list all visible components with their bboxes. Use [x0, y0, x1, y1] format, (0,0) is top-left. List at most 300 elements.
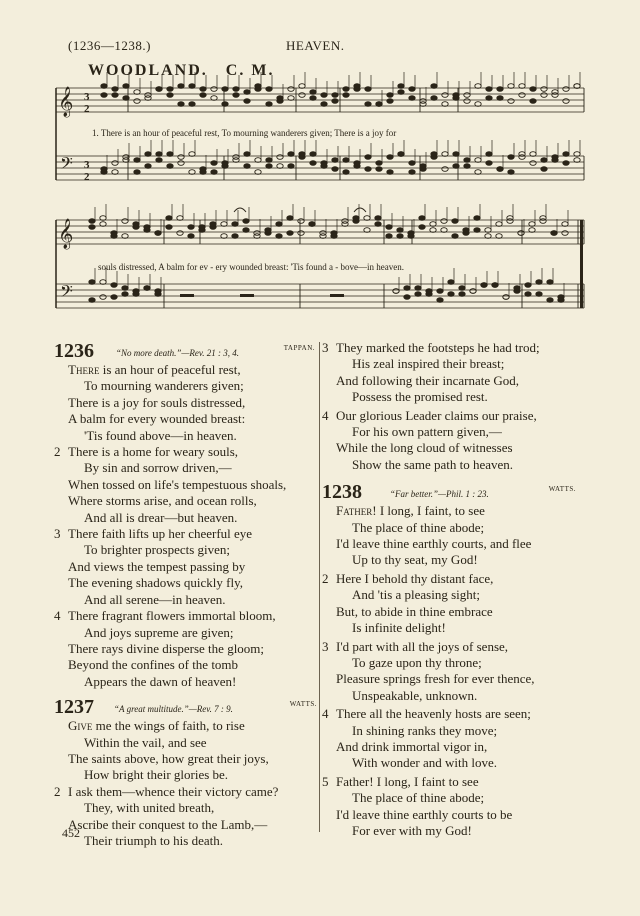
stanza-number: 2: [54, 444, 61, 460]
note-head: [211, 170, 217, 175]
note-head: [353, 219, 359, 224]
note-head: [111, 283, 117, 288]
stanza-line: And drink immortal vigor in,: [336, 738, 488, 754]
note-head: [514, 286, 520, 291]
stanza-1236-1: [54, 362, 319, 444]
stanza-1236-2: [54, 444, 319, 526]
stanza-1238-4: [322, 706, 578, 772]
scripture-reference: “No more death.”—Rev. 21 : 3, 4.: [116, 348, 239, 358]
note-head: [431, 84, 437, 89]
stanza-1236-3: [54, 526, 319, 608]
stanza-line: They marked the footsteps he had trod;: [336, 340, 540, 355]
tune-meter: C. M.: [225, 62, 275, 79]
note-head: [112, 87, 118, 92]
note-head: [277, 155, 283, 160]
note-head: [386, 225, 392, 230]
hymn-1236-header: [54, 340, 319, 362]
note-head: [547, 280, 553, 285]
note-head: [409, 96, 415, 101]
note-head: [459, 286, 465, 291]
note-head: [541, 93, 547, 98]
stanza-line: I'd leave thine earthly courts to be: [336, 806, 513, 822]
stanza-line: The saints above, how great their joys,: [68, 750, 269, 766]
note-head: [155, 292, 161, 297]
stanza-line: They, with united breath,: [84, 800, 215, 816]
author: WATTS.: [548, 485, 576, 494]
note-head: [464, 158, 470, 163]
note-head: [266, 87, 272, 92]
note-head: [332, 99, 338, 104]
stanza-1237-4: [322, 408, 578, 474]
note-head: [222, 87, 228, 92]
note-head: [486, 161, 492, 166]
note-head: [343, 93, 349, 98]
stanza-lead-word: Give: [68, 718, 93, 734]
note-head: [448, 280, 454, 285]
note-head: [441, 219, 447, 224]
note-head: [244, 99, 250, 104]
stanza-line: And following their incarnate God,: [336, 372, 520, 388]
scripture-reference: “A great multitude.”—Rev. 7 : 9.: [114, 704, 233, 715]
note-head: [419, 225, 425, 230]
note-head: [178, 155, 184, 160]
stanza-line: me the wings of faith, to rise: [92, 718, 245, 734]
note-head: [332, 158, 338, 163]
note-head: [232, 234, 238, 239]
stanza-1238-5: [322, 774, 578, 840]
note-head: [211, 87, 217, 92]
page-range: (1236—1238.): [68, 38, 151, 53]
note-head: [365, 87, 371, 92]
stanza-line: Unspeakable, unknown.: [352, 687, 478, 703]
stanza-line: There rays divine disperse the gloom;: [68, 640, 265, 656]
tune-name-text: WOODLAND.: [88, 62, 208, 79]
note-head: [464, 164, 470, 169]
stanza-line: ! I long, I faint, to see: [372, 503, 485, 519]
stanza-number: 4: [322, 706, 329, 722]
note-head: [243, 219, 249, 224]
note-head: [426, 292, 432, 297]
stanza-number: 5: [322, 773, 329, 789]
note-head: [134, 170, 140, 175]
note-head: [343, 170, 349, 175]
note-head: [321, 93, 327, 98]
time-signature-top: 3: [84, 91, 90, 103]
note-head: [167, 87, 173, 92]
note-head: [122, 286, 128, 291]
note-head: [178, 102, 184, 107]
note-head: [112, 93, 118, 98]
note-head: [188, 225, 194, 230]
note-head: [354, 84, 360, 89]
note-head: [277, 99, 283, 104]
note-head: [486, 152, 492, 157]
note-head: [276, 234, 282, 239]
stanza-line: For ever with my God!: [352, 822, 472, 838]
time-signature-top: 3: [84, 159, 90, 171]
stanza-line: For his own pattern given,—: [352, 424, 502, 440]
note-head: [111, 234, 117, 239]
note-head: [536, 292, 542, 297]
stanza-line: Show the same path to heaven.: [352, 456, 514, 472]
stanza-number: 3: [54, 526, 61, 542]
note-head: [156, 152, 162, 157]
note-head: [332, 93, 338, 98]
note-head: [166, 216, 172, 221]
note-head: [393, 289, 399, 294]
note-head: [409, 170, 415, 175]
note-head: [452, 234, 458, 239]
note-head: [156, 158, 162, 163]
stanza-line: Up to thy seat, my God!: [352, 552, 478, 568]
note-head: [321, 102, 327, 107]
stanza-line: By sin and sorrow driven,—: [84, 460, 232, 476]
stanza-line: Our glorious Leader claims our praise,: [336, 407, 537, 423]
note-head: [563, 152, 569, 157]
stanza-number: 3: [322, 340, 329, 355]
stanza-line: A balm for every wounded breast:: [68, 411, 246, 427]
note-head: [122, 219, 128, 224]
note-head: [437, 298, 443, 303]
stanza-line: I'd leave thine earthly courts, and flee: [336, 536, 532, 552]
note-head: [244, 164, 250, 169]
note-head: [288, 164, 294, 169]
note-head: [144, 228, 150, 233]
hymn-number: 1238: [322, 481, 362, 504]
stanza-number: 4: [322, 407, 329, 423]
note-head: [519, 155, 525, 160]
note-head: [145, 152, 151, 157]
note-head: [167, 164, 173, 169]
note-head: [343, 158, 349, 163]
note-head: [419, 216, 425, 221]
stanza-1236-4: [54, 608, 319, 690]
note-head: [541, 87, 547, 92]
note-head: [254, 231, 260, 236]
fermata-icon: [234, 208, 246, 212]
stanza-1238-3: [322, 639, 578, 705]
note-head: [299, 93, 305, 98]
note-head: [222, 161, 228, 166]
lyrics-line-2: souls distressed, A balm for ev - ery wounded breast: 'Tis found a - bove—in heaven.: [98, 262, 404, 272]
note-head: [387, 170, 393, 175]
note-head: [398, 90, 404, 95]
stanza-lead-word: There: [68, 362, 100, 377]
note-head: [189, 102, 195, 107]
note-head: [233, 155, 239, 160]
stanza-line: The place of thine abode;: [352, 519, 485, 535]
note-head: [408, 231, 414, 236]
treble-notes-1: [101, 72, 580, 106]
note-head: [398, 84, 404, 89]
lyrics-line-1: 1. There is an hour of peaceful rest, To mourning wanderers given; There is a joy for: [92, 128, 397, 138]
note-head: [474, 228, 480, 233]
stanza-line: I'd part with all the joys of sense,: [336, 638, 509, 654]
note-head: [541, 167, 547, 172]
stanza-number: 2: [322, 570, 329, 586]
note-head: [310, 96, 316, 101]
stanza-1237-3: [322, 340, 578, 406]
note-head: [415, 286, 421, 291]
note-head: [452, 219, 458, 224]
stanza-line: Here I behold thy distant face,: [336, 570, 494, 586]
note-head: [200, 167, 206, 172]
stanza-line: And views the tempest passing by: [68, 558, 246, 574]
note-head: [265, 228, 271, 233]
note-head: [540, 219, 546, 224]
bass-clef-icon: 𝄢: [60, 153, 73, 177]
stanza-line: Is infinite delight!: [352, 620, 446, 636]
note-head: [145, 164, 151, 169]
stanza-line: Father! I long, I faint to see: [336, 773, 479, 789]
note-head: [365, 155, 371, 160]
stanza-line: There is a home for weary souls,: [68, 444, 239, 460]
note-head: [112, 161, 118, 166]
note-head: [331, 231, 337, 236]
scripture-reference: “Far better.”—Phil. 1 : 23.: [390, 489, 489, 500]
note-head: [508, 155, 514, 160]
note-head: [211, 161, 217, 166]
note-head: [310, 90, 316, 95]
stanza-line: And 'tis a pleasing sight;: [352, 587, 481, 603]
note-head: [375, 222, 381, 227]
note-head: [299, 155, 305, 160]
left-column: [54, 340, 319, 849]
note-head: [200, 87, 206, 92]
note-head: [156, 87, 162, 92]
note-head: [486, 87, 492, 92]
note-head: [287, 231, 293, 236]
stanza-line: Ascribe their conquest to the Lamb,—: [68, 816, 268, 832]
note-head: [89, 298, 95, 303]
note-head: [309, 222, 315, 227]
note-head: [442, 93, 448, 98]
stanza-line: His zeal inspired their breast;: [352, 356, 505, 372]
stanza-line: Beyond the confines of the tomb: [68, 657, 239, 673]
note-head: [255, 87, 261, 92]
note-head: [562, 231, 568, 236]
note-head: [89, 219, 95, 224]
section-title: HEAVEN.: [286, 38, 345, 53]
note-head: [188, 234, 194, 239]
note-head: [437, 289, 443, 294]
stanza-line: To mourning wanderers given;: [84, 378, 244, 394]
note-head: [89, 225, 95, 230]
note-head: [431, 96, 437, 101]
stanza-line: In shining ranks they move;: [352, 722, 498, 738]
author: TAPPAN.: [283, 344, 315, 352]
note-head: [310, 152, 316, 157]
note-head: [497, 87, 503, 92]
time-signature-bottom: 2: [84, 103, 90, 115]
bass-notes-2: [89, 268, 161, 302]
stanza-line: The place of thine abode;: [352, 790, 485, 806]
note-head: [111, 295, 117, 300]
note-head: [343, 87, 349, 92]
hymn-number: 1236: [54, 340, 94, 362]
stanza-line: Appears the dawn of heaven!: [84, 673, 237, 689]
note-head: [210, 222, 216, 227]
stanza-line: There faith lifts up her cheerful eye: [68, 526, 253, 542]
note-head: [321, 164, 327, 169]
note-head: [397, 228, 403, 233]
note-head: [133, 289, 139, 294]
note-head: [448, 292, 454, 297]
stanza-line: And all serene—in heaven.: [84, 591, 226, 607]
note-head: [481, 283, 487, 288]
note-head: [101, 93, 107, 98]
note-head: [541, 158, 547, 163]
stanza-lead-word: Father: [336, 503, 373, 519]
note-head: [530, 161, 536, 166]
note-head: [474, 216, 480, 221]
stanza-line: To gaze upon thy throne;: [352, 654, 482, 670]
hymn-1238-header: [322, 481, 578, 503]
stanza-line: And all is drear—but heaven.: [84, 509, 238, 525]
note-head: [232, 222, 238, 227]
note-head: [431, 152, 437, 157]
note-head: [266, 164, 272, 169]
note-head: [167, 93, 173, 98]
note-head: [563, 99, 569, 104]
note-head: [376, 102, 382, 107]
score-system-2: [56, 204, 584, 308]
stanza-1237-1: [54, 718, 319, 784]
note-head: [503, 295, 509, 300]
note-head: [497, 167, 503, 172]
stanza-line: When tossed on life's tempestuous shoals,: [68, 476, 287, 492]
note-head: [551, 231, 557, 236]
note-head: [563, 161, 569, 166]
right-column: [322, 340, 578, 839]
note-head: [563, 87, 569, 92]
note-head: [492, 283, 498, 288]
stanza-line: I ask them—whence their victory came?: [68, 783, 279, 799]
note-head: [508, 99, 514, 104]
note-head: [397, 234, 403, 239]
note-head: [133, 222, 139, 227]
hymn-1237-header: [54, 696, 319, 718]
note-head: [409, 161, 415, 166]
note-head: [298, 219, 304, 224]
stanza-line: is an hour of peaceful rest,: [99, 362, 241, 377]
page-number: 452: [62, 826, 80, 840]
stanza-number: 2: [54, 783, 61, 799]
note-head: [233, 93, 239, 98]
stanza-1237-2: [54, 784, 319, 850]
note-head: [518, 231, 524, 236]
note-head: [497, 96, 503, 101]
note-head: [288, 152, 294, 157]
note-head: [155, 231, 161, 236]
treble-clef-icon: 𝄞: [58, 87, 74, 117]
stanza-line: 'Tis found above—in heaven.: [84, 427, 237, 443]
note-head: [101, 84, 107, 89]
note-head: [398, 152, 404, 157]
note-head: [298, 231, 304, 236]
note-head: [404, 295, 410, 300]
stanza-line: And joys supreme are given;: [84, 624, 234, 640]
note-head: [310, 161, 316, 166]
note-head: [100, 295, 106, 300]
final-barline: [580, 220, 583, 308]
note-head: [354, 164, 360, 169]
stanza-line: To brighter prospects given;: [84, 542, 231, 558]
stanza-line: Within the vail, and see: [84, 734, 207, 750]
treble-clef-icon: 𝄞: [58, 219, 74, 249]
note-head: [177, 231, 183, 236]
note-head: [387, 93, 393, 98]
note-head: [233, 87, 239, 92]
note-head: [463, 228, 469, 233]
stanza-line: Possess the promised rest.: [352, 389, 488, 405]
note-head: [332, 167, 338, 172]
stanza-line: There all the heavenly hosts are seen;: [336, 706, 531, 722]
note-head: [178, 161, 184, 166]
stanza-line: But, to abide in thine embrace: [336, 603, 493, 619]
stanza-line: Pleasure springs fresh for ever thence,: [336, 671, 535, 687]
stanza-line: The evening shadows quickly fly,: [68, 575, 243, 591]
note-head: [464, 99, 470, 104]
hymn-number: 1237: [54, 696, 94, 719]
note-head: [376, 167, 382, 172]
note-head: [530, 87, 536, 92]
note-head: [552, 158, 558, 163]
note-head: [222, 102, 228, 107]
note-head: [486, 96, 492, 101]
note-head: [387, 155, 393, 160]
note-head: [266, 158, 272, 163]
note-head: [123, 84, 129, 89]
note-head: [464, 93, 470, 98]
note-head: [89, 280, 95, 285]
note-head: [122, 292, 128, 297]
note-head: [287, 216, 293, 221]
note-head: [244, 90, 250, 95]
music-score: [0, 0, 640, 330]
note-head: [508, 170, 514, 175]
rest-icon: [180, 294, 194, 297]
note-head: [386, 234, 392, 239]
note-head: [453, 152, 459, 157]
note-head: [470, 289, 476, 294]
note-head: [558, 295, 564, 300]
note-head: [420, 164, 426, 169]
note-head: [536, 280, 542, 285]
note-head: [167, 152, 173, 157]
stanza-line: How bright their glories be.: [84, 767, 229, 783]
bass-notes-2b: [393, 268, 564, 302]
column-divider: [319, 342, 320, 832]
stanza-line: There fragrant flowers immortal bloom,: [68, 608, 276, 624]
note-head: [288, 87, 294, 92]
stanza-line: Where storms arise, and ocean rolls,: [68, 493, 257, 509]
stanza-line: Their triumph to his death.: [84, 832, 224, 848]
stanza-line: There is a joy for souls distressed,: [68, 394, 246, 410]
note-head: [266, 102, 272, 107]
note-head: [409, 87, 415, 92]
time-signature-bottom: 2: [84, 171, 90, 183]
note-head: [525, 283, 531, 288]
note-head: [507, 219, 513, 224]
rest-icon: [240, 294, 254, 297]
note-head: [530, 99, 536, 104]
note-head: [276, 222, 282, 227]
note-head: [376, 161, 382, 166]
treble-notes-2: [89, 204, 568, 238]
note-head: [387, 99, 393, 104]
note-head: [442, 167, 448, 172]
